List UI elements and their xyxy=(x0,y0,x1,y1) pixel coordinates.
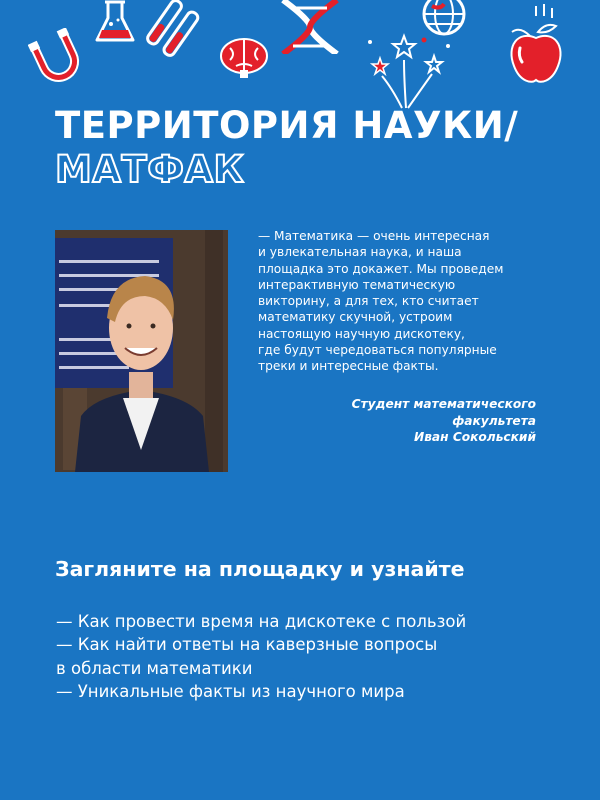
quote-author xyxy=(290,396,536,446)
speaker-photo xyxy=(55,230,228,472)
dna-icon xyxy=(275,0,345,54)
quote-line: настоящую научную дискотеку, xyxy=(258,326,465,341)
test-tubes-icon xyxy=(135,0,205,62)
author-line: Иван Сокольский xyxy=(414,430,536,444)
author-line: факультета xyxy=(452,413,536,428)
list-item: — Уникальные факты из научного мира xyxy=(56,682,405,702)
page-subtitle: МАТФАК xyxy=(55,148,245,191)
quote-line: математику скучной, устроим xyxy=(258,310,453,325)
quote-line: треки и интересные факты. xyxy=(258,359,439,374)
quote-line: площадка это докажет. Мы проведем xyxy=(258,261,504,276)
section-title: Загляните на площадку и узнайте xyxy=(55,557,465,581)
brain-icon xyxy=(218,36,270,80)
quote-line: викторину, а для тех, кто считает xyxy=(258,294,479,309)
list-item: — Как найти ответы на каверзные вопросы xyxy=(56,635,438,655)
author-line: Студент математического xyxy=(351,397,536,411)
quote-text xyxy=(258,228,548,375)
list-item: в области математики xyxy=(56,658,253,678)
apple-icon xyxy=(500,2,570,92)
flask-icon xyxy=(92,0,138,46)
list-item: — Как провести время на дискотеке с пользой xyxy=(56,612,467,631)
fireworks-icon xyxy=(362,28,462,114)
quote-line: и увлекательная наука, и наша xyxy=(258,245,462,260)
magnet-icon xyxy=(28,28,84,84)
quote-line: интерактивную тематическую xyxy=(258,277,456,292)
bullet-list xyxy=(56,610,466,704)
quote-line: — Математика — очень интересная xyxy=(258,229,490,243)
page-title: ТЕРРИТОРИЯ НАУКИ/ xyxy=(55,104,519,147)
quote-line: где будут чередоваться популярные xyxy=(258,343,497,358)
